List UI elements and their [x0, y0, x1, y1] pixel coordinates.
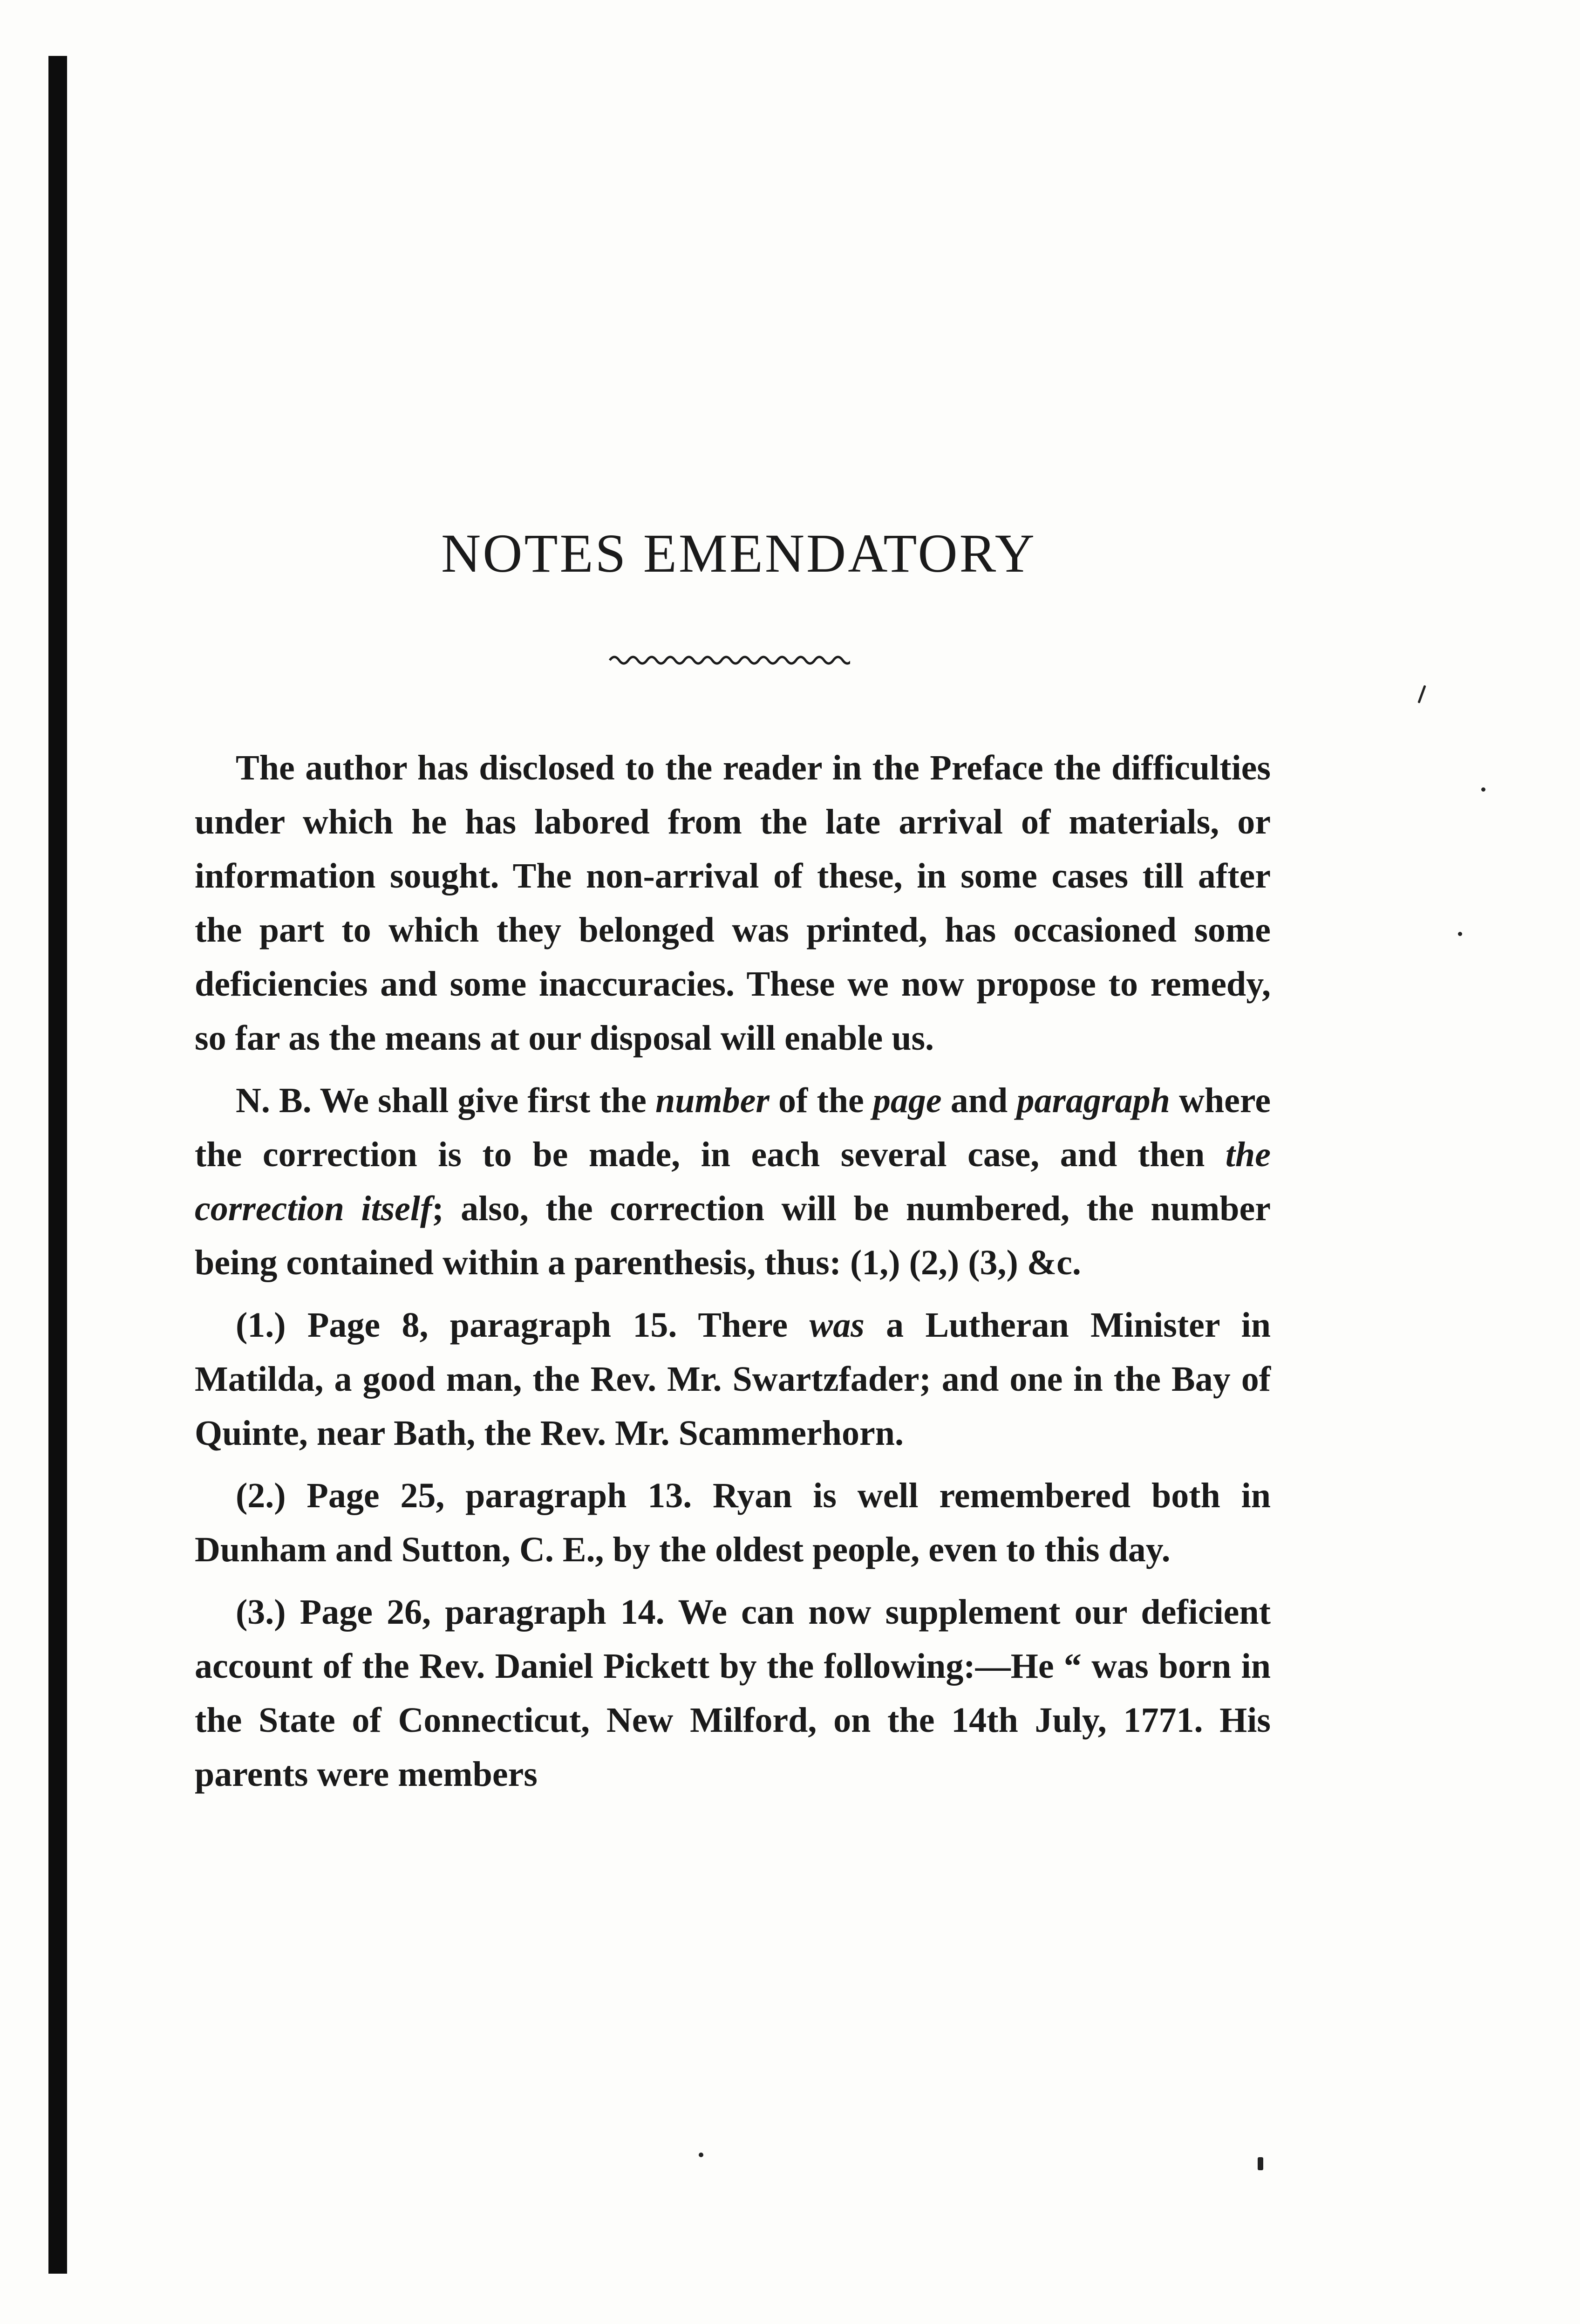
italic-text: paragraph: [1016, 1081, 1170, 1120]
text-run: (2.) Page 25, paragraph 13. Ryan is well remembered both in Dunham and Sutton, C. E., by the oldest people, even to this day.: [195, 1476, 1271, 1569]
paragraph: [195, 1073, 1271, 1290]
text-run: (3.) Page 26, paragraph 14. We can now supplement our deficient account of the Rev. Daniel Pickett by the following:—He “ was born in the State of Connecticut, New Milford, on the 14th July, 1771. His parents were members: [195, 1593, 1271, 1794]
wavy-rule-ornament: [608, 650, 850, 669]
print-speck: [1458, 932, 1462, 936]
italic-text: the correction itself: [195, 1135, 1271, 1228]
text-run: of the: [769, 1081, 873, 1120]
text-run: (1.) Page 8, paragraph 15. There: [236, 1306, 810, 1345]
text-run: a Lutheran Minister in Matilda, a good man, the Rev. Mr. Swartzfader; and one in the Bay of Quinte, near Bath, the Rev. Mr. Scammerhorn.: [195, 1306, 1271, 1453]
italic-text: page: [872, 1081, 942, 1120]
text-run: N. B. We shall give first the: [236, 1081, 655, 1120]
page-title: NOTES EMENDATORY: [441, 523, 1036, 584]
print-speck: [1481, 787, 1485, 792]
body-text: [195, 741, 1271, 1810]
text-run: ; also, the correction will be numbered, the number being contained within a parenthesis, thus: (1,) (2,) (3,) &c.: [195, 1189, 1271, 1282]
text-run: where the correction is to be made, in each several case, and then: [195, 1081, 1271, 1174]
print-speck: [1258, 2157, 1263, 2170]
paragraph: [195, 741, 1271, 1065]
paragraph: [195, 1298, 1271, 1460]
paragraph: [195, 1585, 1271, 1801]
text-run: and: [941, 1081, 1017, 1120]
print-speck: [1417, 685, 1426, 703]
italic-text: number: [655, 1081, 770, 1120]
paragraph: [195, 1469, 1271, 1577]
text-run: The author has disclosed to the reader in the Preface the difficulties under which he has labored from the late arrival of materials, or information sought. The non-arrival of these, in some cases till after the part to which they belonged was printed, has occasioned some deficiencies and some inaccuracies. These we now propose to remedy, so far as the means at our disposal will enable us.: [195, 748, 1271, 1058]
italic-text: was: [809, 1306, 865, 1345]
binding-edge: [48, 56, 67, 2274]
print-speck: [699, 2153, 703, 2157]
